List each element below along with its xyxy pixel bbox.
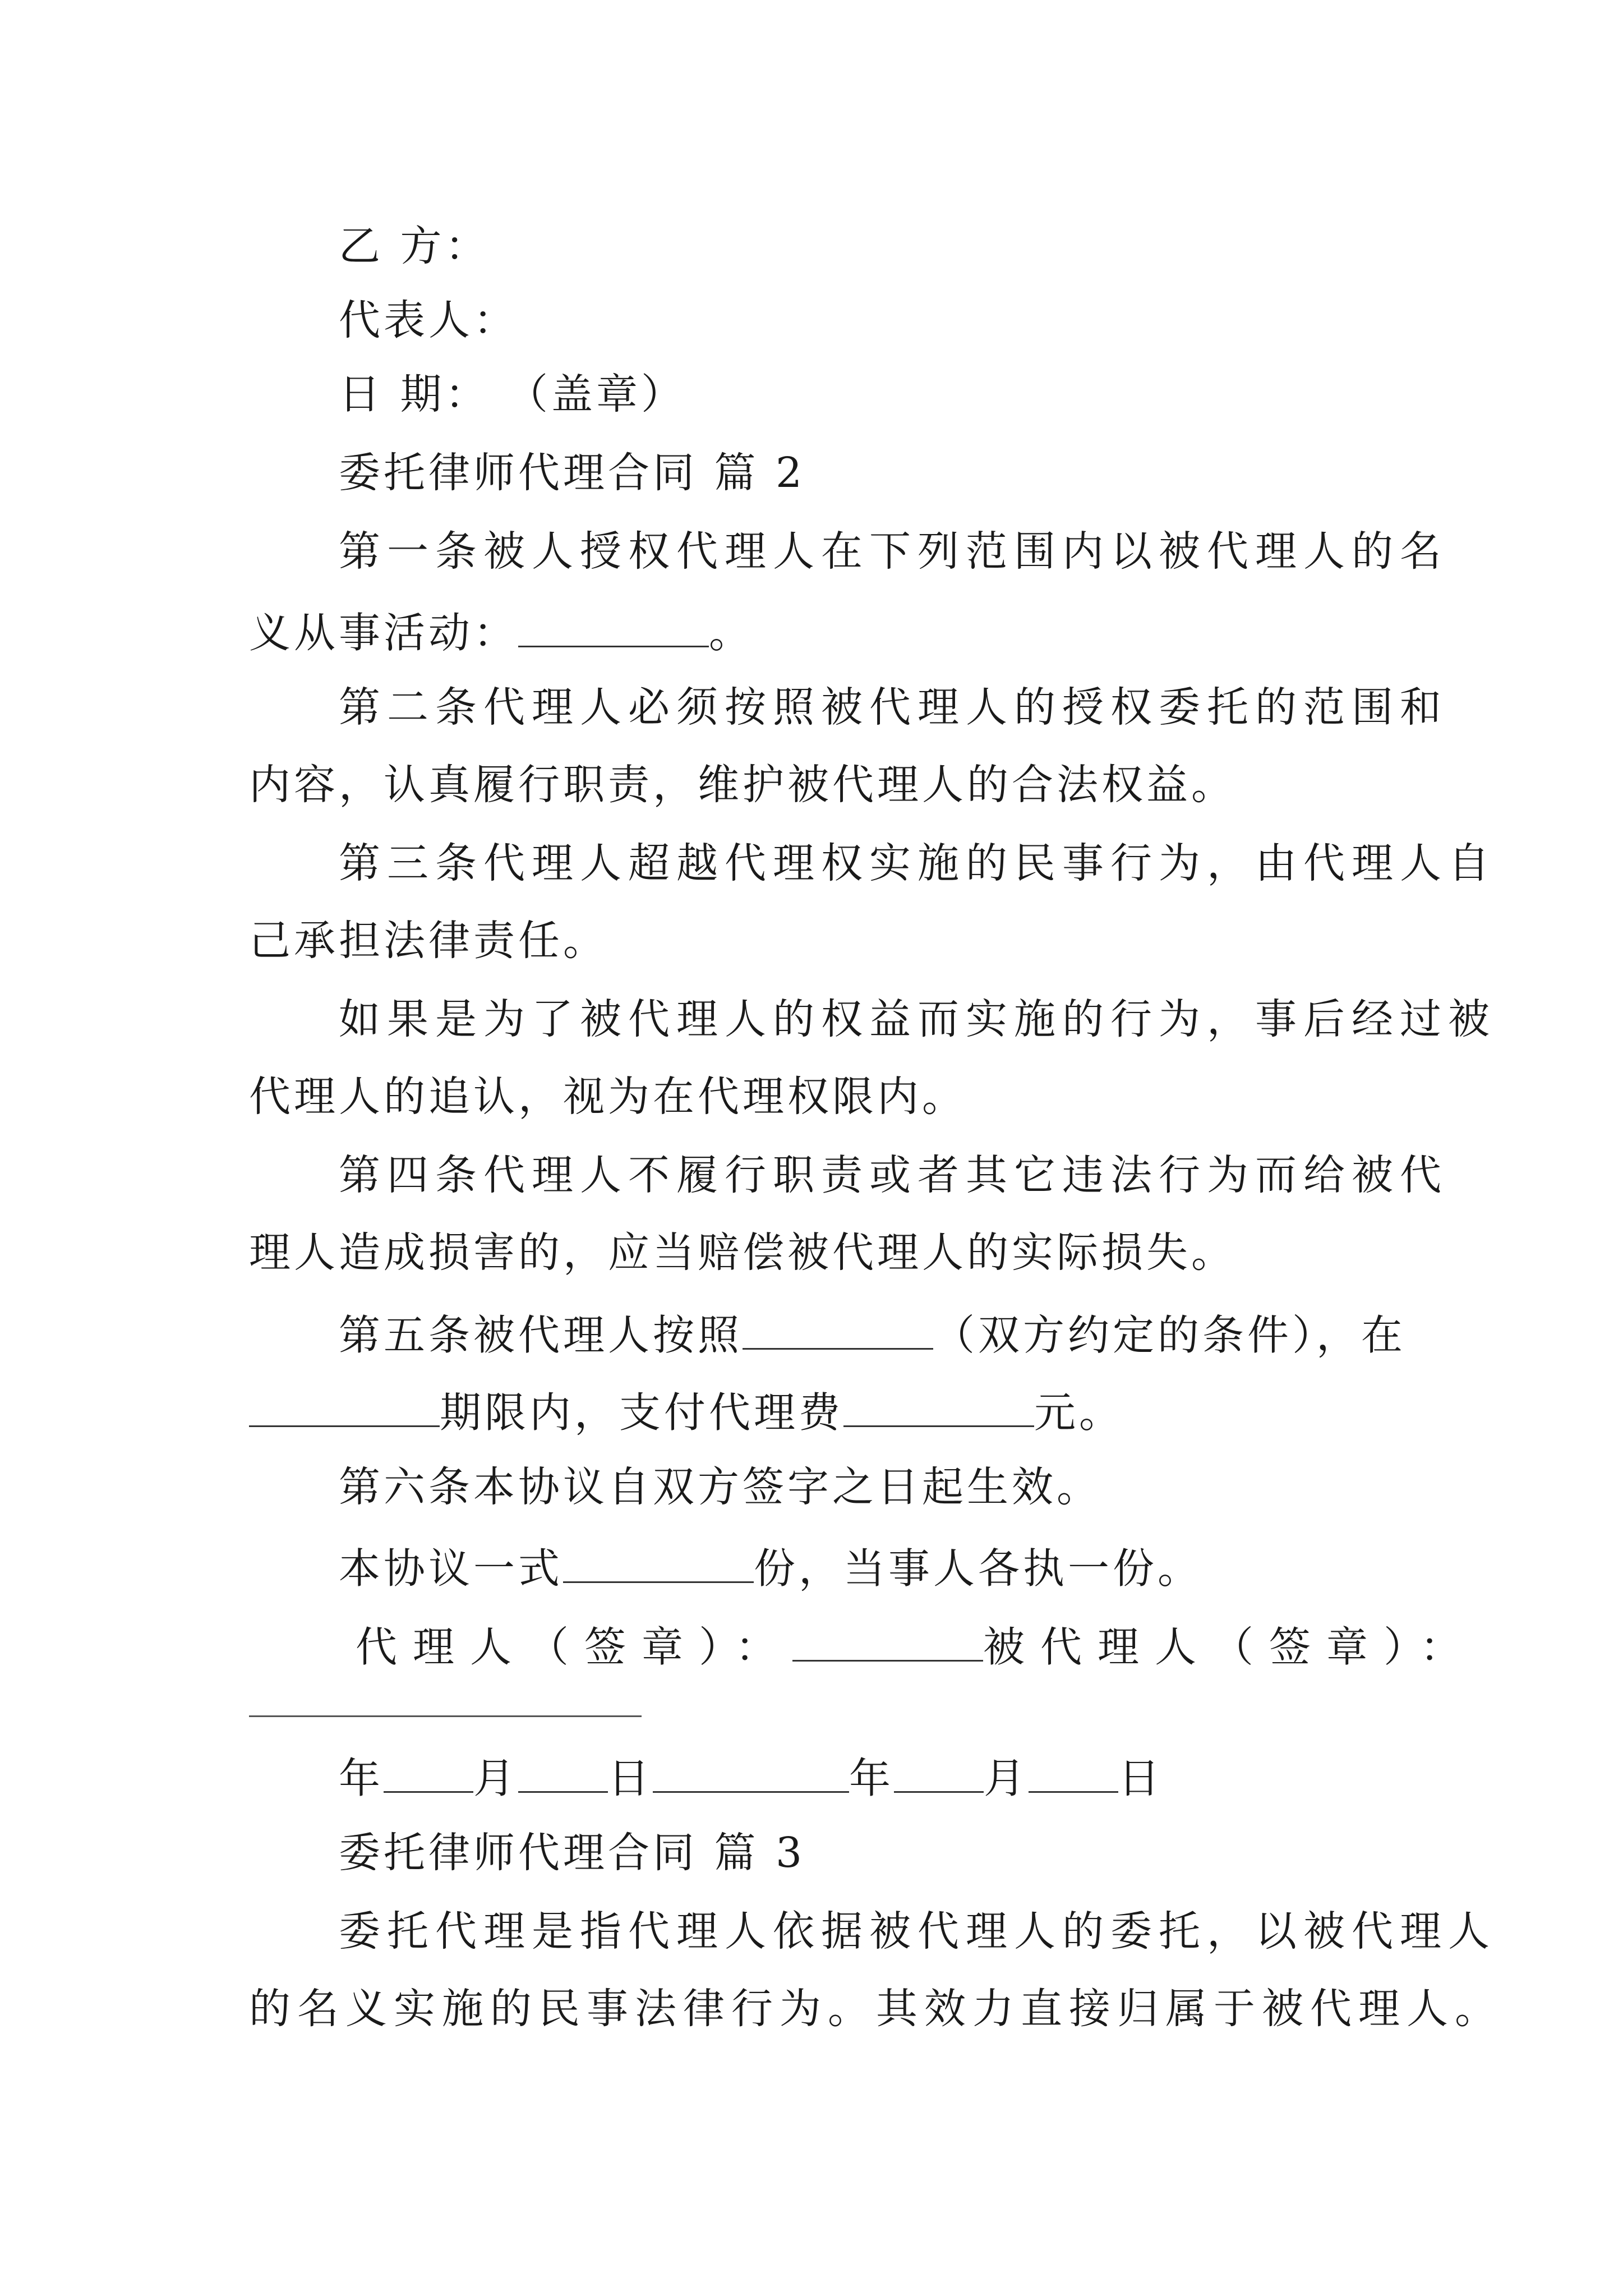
signature-line — [356, 1622, 1477, 1672]
date-month-2: 月 — [984, 1754, 1029, 1803]
copies-line — [339, 1544, 1202, 1593]
article-6: 第六条本协议自双方签字之日起生效。 — [339, 1463, 1101, 1511]
article-1-line-1: 第一条被人授权代理人在下列范围内以被代理人的名 — [339, 527, 1448, 576]
date-day-2: 日 — [1118, 1754, 1163, 1803]
date-month-1: 月 — [473, 1754, 518, 1803]
blank-field — [518, 608, 709, 647]
article-1-line-2 — [249, 608, 754, 657]
article-5-currency: 元。 — [1034, 1388, 1124, 1437]
date-year-2: 年 — [849, 1754, 894, 1803]
section-3-title: 委托律师代理合同 篇 3 — [339, 1829, 806, 1877]
blank-field — [384, 1754, 473, 1793]
signature-underline — [249, 1715, 642, 1717]
agent-signature-label: 代理人（签章）： — [356, 1623, 792, 1672]
blank-field — [249, 1388, 440, 1427]
article-3-line-1: 第三条代理人超越代理权实施的民事行为，由代理人自 — [339, 839, 1496, 887]
date-year-1: 年 — [339, 1754, 384, 1803]
article-1-scope-label: 义从事活动： — [249, 609, 518, 657]
article-3-cont-line-2: 代理人的追认，视为在代理权限内。 — [249, 1073, 967, 1121]
blank-field — [843, 1388, 1034, 1427]
article-2-line-2: 内容，认真履行职责，维护被代理人的合法权益。 — [249, 761, 1236, 809]
party-b-label: 乙 方： — [339, 222, 490, 270]
article-5-text-b: （双方约定的条件），在 — [933, 1311, 1406, 1360]
article-3-cont-line-1: 如果是为了被代理人的权益而实施的行为，事后经过被 — [339, 995, 1496, 1043]
date-day-1: 日 — [608, 1754, 653, 1803]
copies-text-a: 本协议一式 — [339, 1544, 563, 1593]
section-2-title: 委托律师代理合同 篇 2 — [339, 449, 806, 497]
article-5-text-a: 第五条被代理人按照 — [339, 1311, 743, 1360]
blank-field — [894, 1754, 984, 1793]
principal-signature-label: 被代理人（签章）： — [983, 1623, 1477, 1672]
section-3-line-1: 委托代理是指代理人依据被代理人的委托，以被代理人 — [339, 1907, 1496, 1955]
article-1-end: 。 — [709, 609, 754, 657]
article-3-line-2: 己承担法律责任。 — [249, 917, 608, 965]
blank-field — [653, 1754, 849, 1793]
date-line — [339, 1754, 1163, 1803]
blank-field — [563, 1544, 754, 1583]
section-3-line-2: 的名义实施的民事法律行为。其效力直接归属于被代理人。 — [249, 1985, 1503, 2033]
article-5-line-2 — [249, 1388, 1124, 1437]
blank-field — [792, 1622, 983, 1662]
article-5-period-text: 期限内，支付代理费 — [440, 1388, 843, 1437]
blank-field — [1029, 1754, 1118, 1793]
article-5-line-1 — [339, 1310, 1406, 1360]
blank-field — [743, 1310, 933, 1350]
date-seal-label: 日 期： （盖章） — [339, 370, 686, 418]
article-4-line-2: 理人造成损害的，应当赔偿被代理人的实际损失。 — [249, 1228, 1236, 1277]
article-4-line-1: 第四条代理人不履行职责或者其它违法行为而给被代 — [339, 1151, 1448, 1199]
blank-field — [518, 1754, 608, 1793]
article-2-line-1: 第二条代理人必须按照被代理人的授权委托的范围和 — [339, 683, 1448, 731]
representative-label: 代表人： — [339, 296, 518, 344]
copies-text-b: 份，当事人各执一份。 — [754, 1544, 1202, 1593]
